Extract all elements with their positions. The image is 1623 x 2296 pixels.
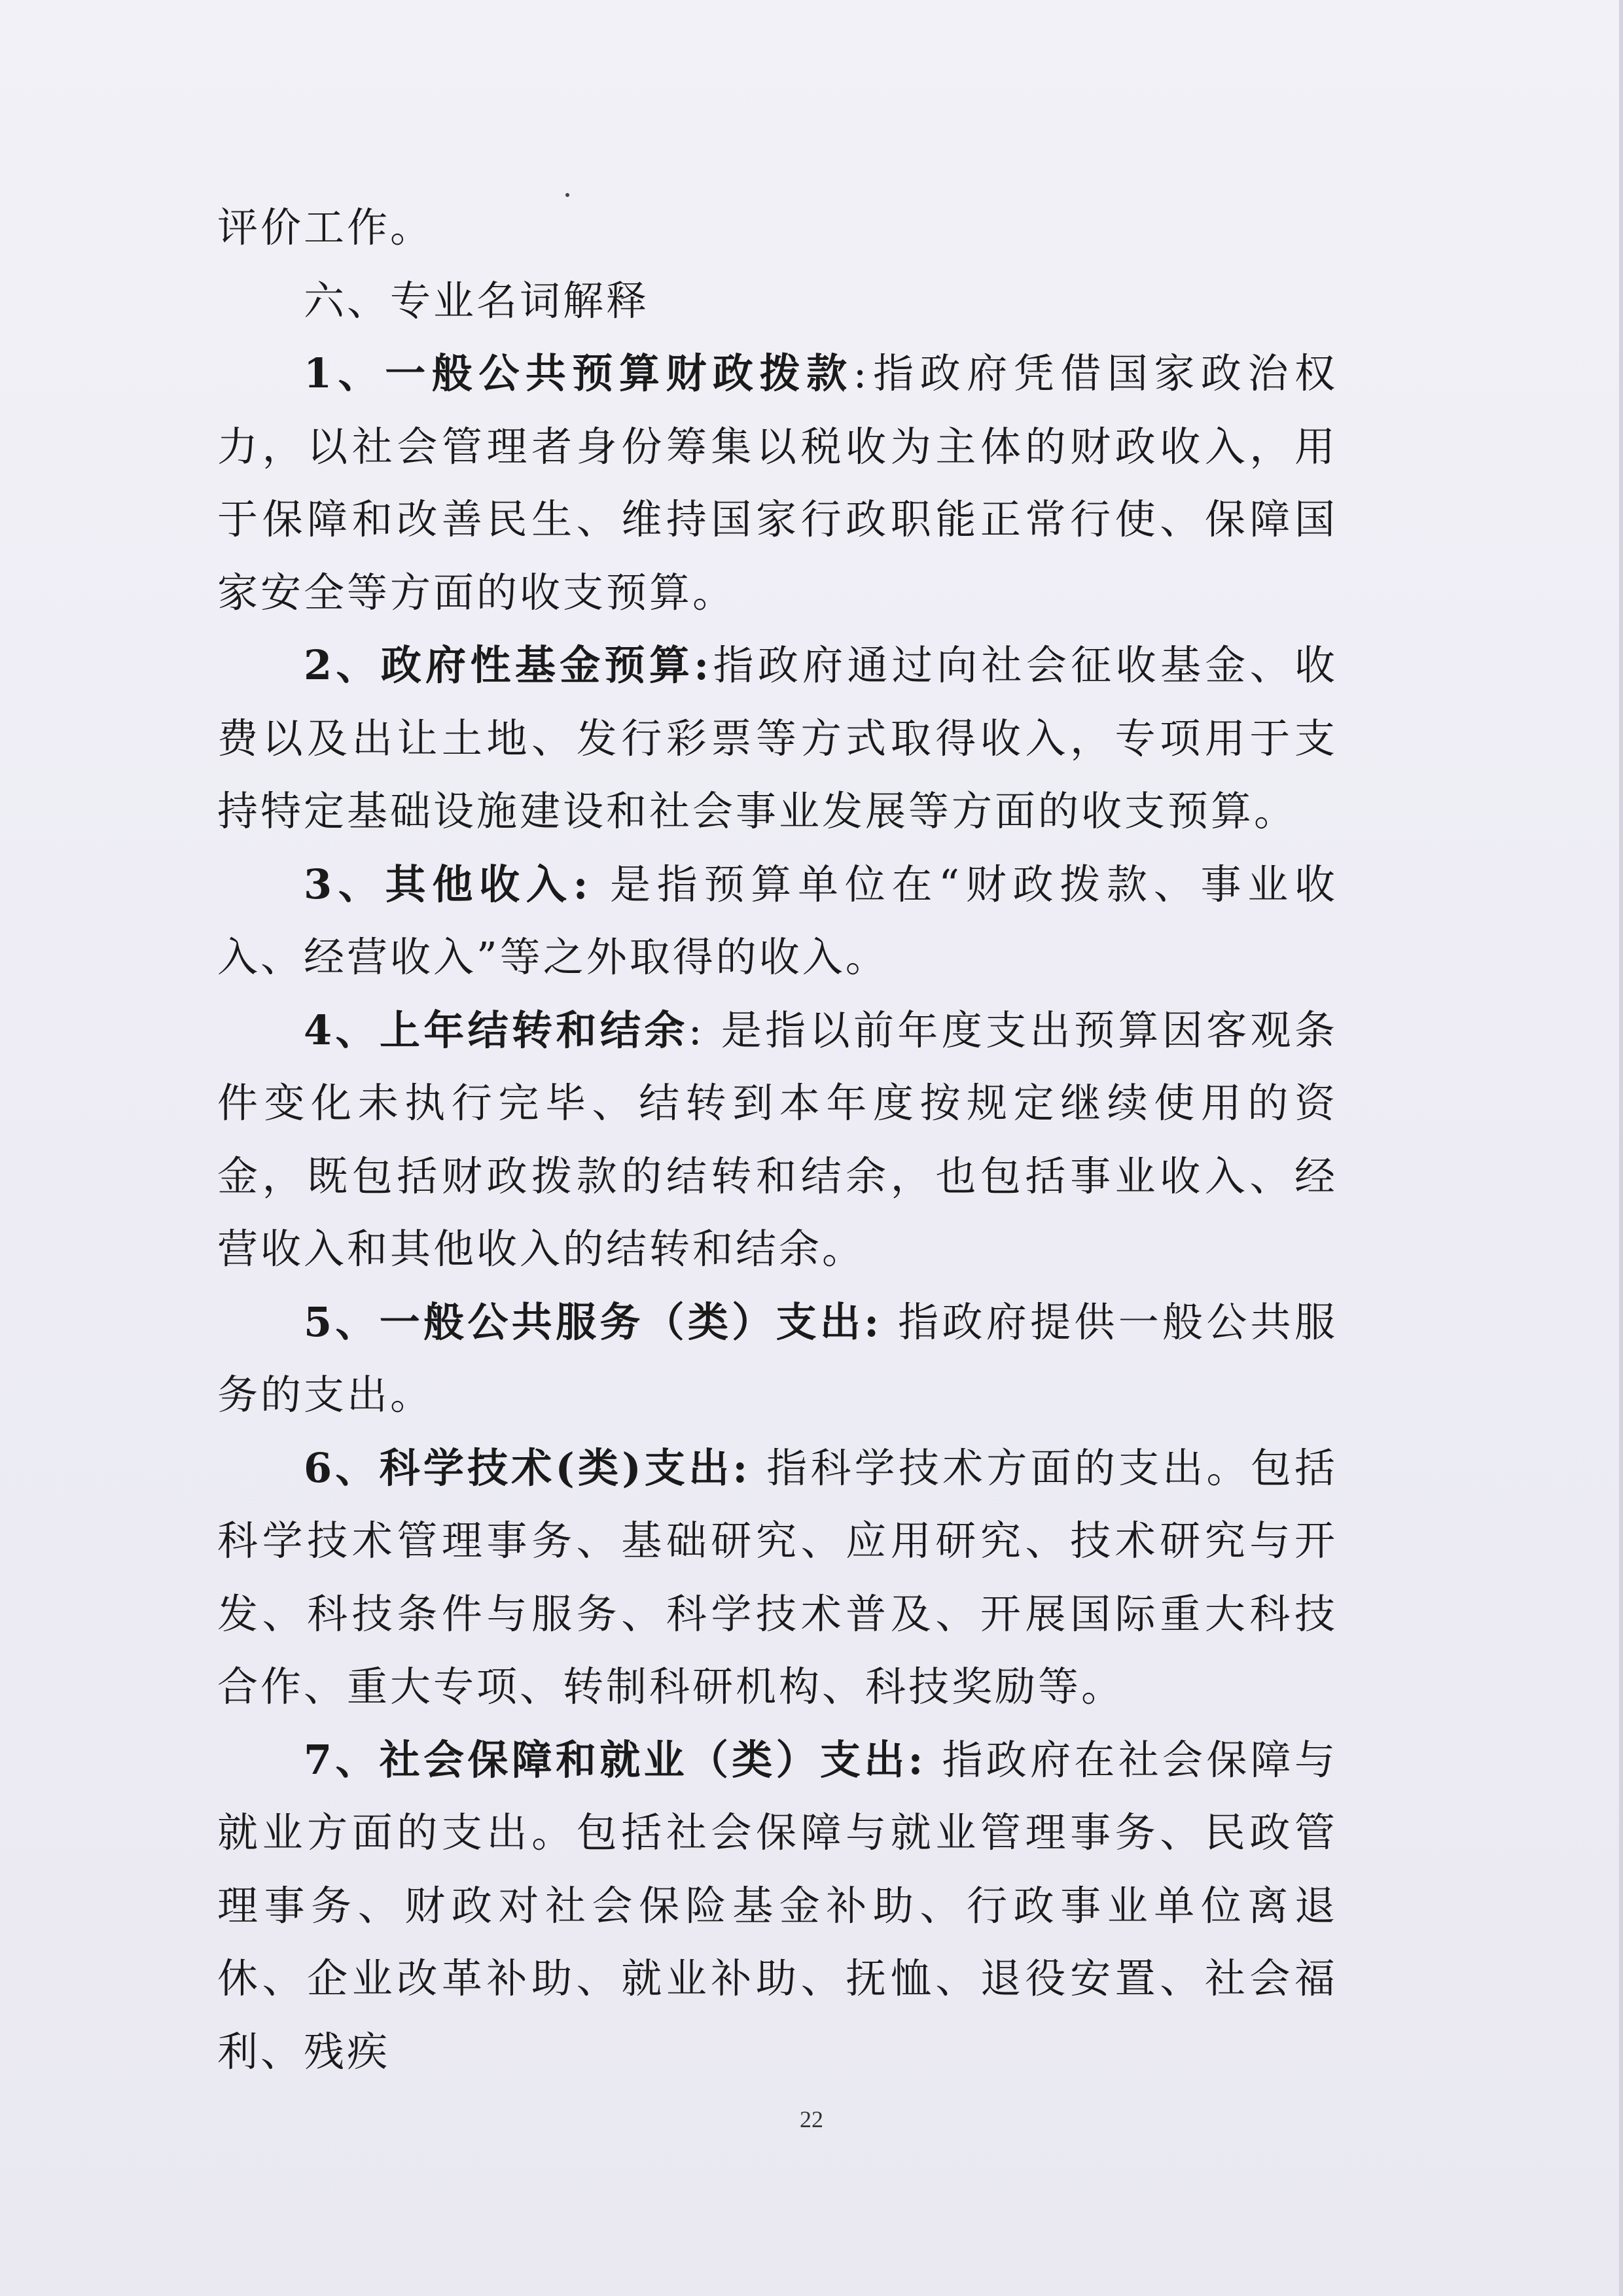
intro-tail: 评价工作。 xyxy=(217,203,434,251)
page-number: 22 xyxy=(800,2106,823,2132)
term-label: 2、政府性基金预算: xyxy=(304,641,712,689)
term-definition: : 是指以前年度支出预算因客观条件变化未执行完毕、结转到本年度按规定继续使用的资金，既包括财政拨款的结转和结余，也包括事业收入、经营收入和其他收入的结转和结余。 xyxy=(217,1006,1338,1273)
term-definition: 是指预算单位在“财政拨款、事业收入、经营收入”等之外取得的收入。 xyxy=(217,860,1338,981)
definition-item-6 xyxy=(217,1432,1338,1723)
term-definition: 指政府通过向社会征收基金、收费以及出让土地、发行彩票等方式取得收入，专项用于支持特定基础设施建设和社会事业发展等方面的收支预算。 xyxy=(217,641,1338,835)
term-definition: 指政府提供一般公共服务的支出。 xyxy=(217,1298,1338,1419)
definition-item-7 xyxy=(217,1723,1338,2089)
term-label: 7、社会保障和就业（类）支出: xyxy=(304,1735,926,1784)
term-definition: 指政府在社会保障与就业方面的支出。包括社会保障与就业管理事务、民政管理事务、财政对社会保险基金补助、行政事业单位离退休、企业改革补助、就业补助、抚恤、退役安置、社会福利、残疾 xyxy=(217,1735,1338,2075)
document-body xyxy=(217,191,1338,2088)
definition-item-5 xyxy=(217,1286,1338,1432)
definition-item-1 xyxy=(217,337,1338,629)
term-label: 1、一般公共预算财政拨款 xyxy=(304,349,853,397)
term-label: 5、一般公共服务（类）支出: xyxy=(304,1298,882,1346)
term-definition: 指科学技术方面的支出。包括科学技术管理事务、基础研究、应用研究、技术研究与开发、科技条件与服务、科学技术普及、开展国际重大科技合作、重大专项、转制科研机构、科技奖励等。 xyxy=(217,1443,1338,1710)
definition-item-3 xyxy=(217,848,1338,994)
definition-item-2 xyxy=(217,629,1338,848)
section-heading: 六、专业名词解释 xyxy=(304,276,650,325)
term-label: 6、科学技术(类)支出: xyxy=(304,1443,751,1492)
term-definition: :指政府凭借国家政治权力，以社会管理者身份筹集以税收为主体的财政收入，用于保障和改善民生、维持国家行政职能正常行使、保障国家安全等方面的收支预算。 xyxy=(217,349,1338,616)
term-label: 4、上年结转和结余 xyxy=(304,1006,688,1054)
term-label: 3、其他收入: xyxy=(304,860,591,908)
definition-item-4 xyxy=(217,994,1338,1286)
